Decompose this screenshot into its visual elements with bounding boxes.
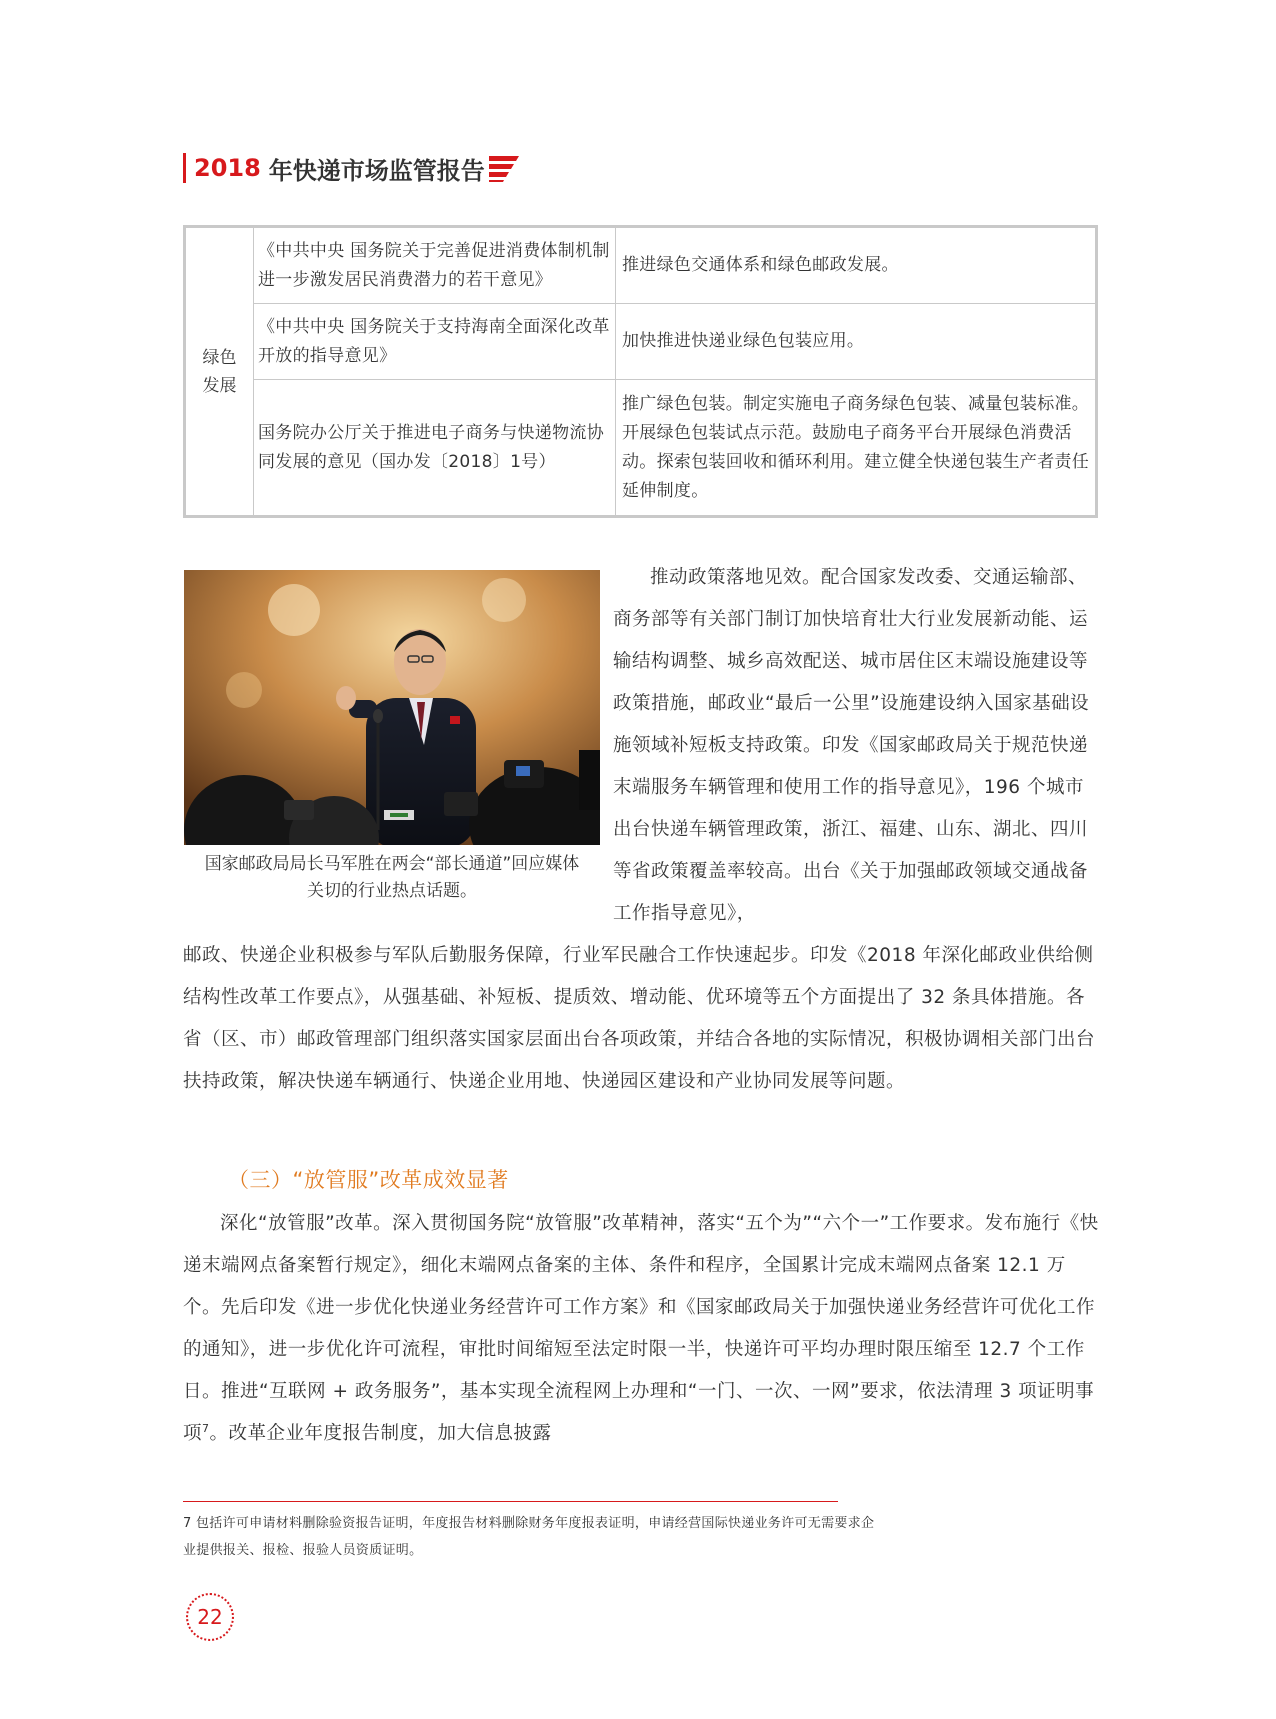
section-body — [183, 1203, 1100, 1455]
header-year: 2018 — [194, 154, 261, 182]
table-row — [253, 380, 1095, 515]
table-row — [253, 304, 1095, 380]
table-category-cell — [186, 228, 254, 515]
press-photo-image — [184, 570, 600, 845]
footnote-divider — [183, 1501, 838, 1502]
page-number: 22 — [186, 1593, 234, 1641]
paragraph-reform — [183, 1203, 1100, 1455]
policy-table — [183, 225, 1098, 518]
striped-flag-icon — [489, 153, 519, 183]
document-title: 《中共中央 国务院关于支持海南全面深化改革开放的指导意见》 — [258, 316, 610, 366]
body-full-width — [183, 935, 1100, 1103]
measure-text: 推广绿色包装。制定实施电子商务绿色包装、减量包装标准。开展绿色包装试点示范。鼓励电子商务平台开展绿色消费活动。探索包装回收和循环利用。建立健全快递包装生产者责任延伸制度。 — [622, 393, 1090, 501]
body-column-right — [613, 557, 1100, 935]
measure-text: 加快推进快递业绿色包装应用。 — [622, 331, 865, 351]
running-header — [183, 150, 519, 186]
press-photo — [184, 570, 600, 845]
table-cell-document — [253, 228, 616, 303]
header-accent-bar — [183, 153, 186, 183]
table-cell-measure — [616, 228, 1095, 303]
document-title: 国务院办公厅关于推进电子商务与快递物流协同发展的意见（国办发〔2018〕1号） — [258, 422, 604, 472]
table-cell-document — [253, 304, 616, 379]
measure-text: 推进绿色交通体系和绿色邮政发展。 — [622, 255, 899, 275]
header-title: 年快递市场监管报告 — [268, 156, 485, 185]
table-cell-measure — [616, 380, 1095, 515]
reform-text: 深化“放管服”改革。深入贯彻国务院“放管服”改革精神，落实“五个为”“六个一”工作要求。发布施行《快递末端网点备案暂行规定》，细化末端网点备案的主体、条件和程序，全国累计完成末端网点备案 12.1 万个。先后印发《进一步优化快递业务经营许可工作方案》和《国家邮政局关于加强快递业务经营许可优化工作的通知》，进一步优化许可流程，审批时间缩短至法定时限一半，快递许可平均办理时限压缩至 12.7 个工作日。推进“互联网 + 政务服务”，基本实现全流程网上办理和“一门、一次、一网”要求，依法清理 3 项证明事项 — [183, 1213, 1099, 1444]
reform-text-end: 。改革企业年度报告制度，加大信息披露 — [209, 1423, 552, 1444]
table-category: 绿色发展 — [202, 347, 237, 396]
paragraph-continuation: 邮政、快递企业积极参与军队后勤服务保障，行业军民融合工作快速起步。印发《2018 年深化邮政业供给侧结构性改革工作要点》，从强基础、补短板、提质效、增动能、优环境等五个方面提出了 32 条具体措施。各省（区、市）邮政管理部门组织落实国家层面出台各项政策，并结合各地的实际情况，积极协调相关部门出台扶持政策，解决快递车辆通行、快递企业用地、快递园区建设和产业协同发展等问题。 — [183, 945, 1096, 1092]
photo-caption: 国家邮政局局长马军胜在两会“部长通道”回应媒体关切的行业热点话题。 — [204, 854, 580, 901]
document-title: 《中共中央 国务院关于完善促进消费体制机制 进一步激发居民消费潜力的若干意见》 — [258, 240, 610, 290]
footnote: 7 包括许可申请材料删除验资报告证明，年度报告材料删除财务年度报表证明，申请经营国际快递业务许可无需要求企业提供报关、报检、报验人员资质证明。 — [183, 1516, 875, 1558]
table-row — [253, 228, 1095, 304]
table-cell-document — [253, 380, 616, 515]
section-heading: （三）“放管服”改革成效显著 — [228, 1168, 509, 1192]
table-cell-measure — [616, 304, 1095, 379]
footnote-reference: 7 — [202, 1421, 210, 1435]
paragraph-policy-implementation: 推动政策落地见效。配合国家发改委、交通运输部、商务部等有关部门制订加快培育壮大行业发展新动能、运输结构调整、城乡高效配送、城市居住区末端设施建设等政策措施，邮政业“最后一公里”设施建设纳入国家基础设施领域补短板支持政策。印发《国家邮政局关于规范快递末端服务车辆管理和使用工作的指导意见》，196 个城市出台快递车辆管理政策，浙江、福建、山东、湖北、四川等省政策覆盖率较高。出台《关于加强邮政领域交通战备工作指导意见》， — [613, 567, 1090, 924]
